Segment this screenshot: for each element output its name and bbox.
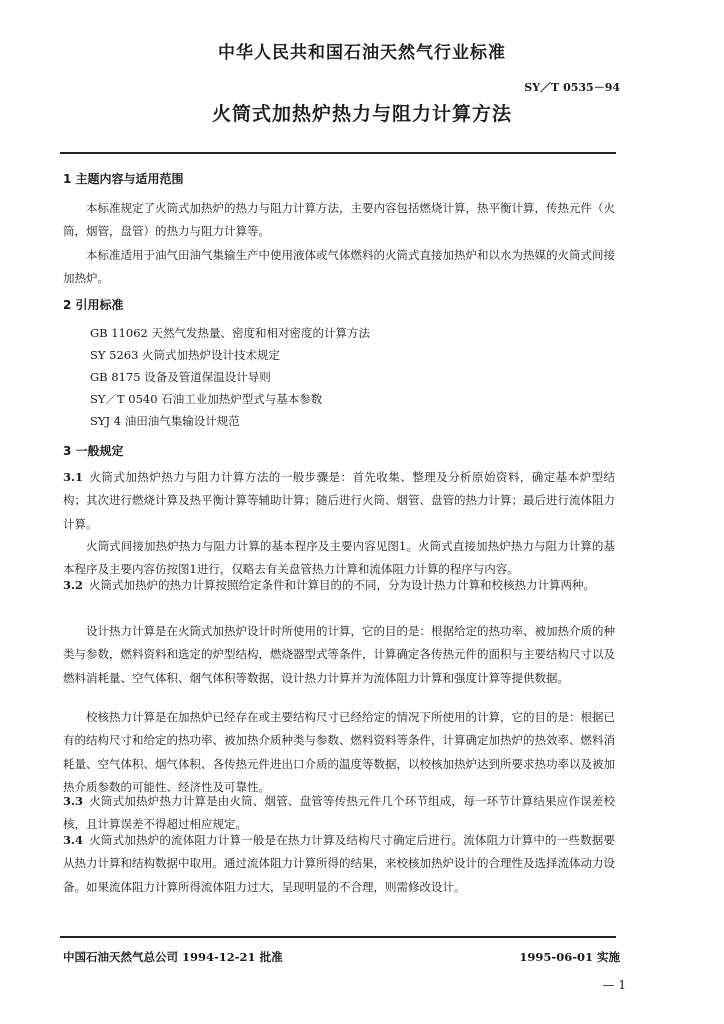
reference-item: SY／T 0540 石油工业加热炉型式与基本参数 <box>90 392 323 406</box>
clause-3-2-text: 火筒式加热炉的热力计算按照给定条件和计算目的的不同，分为设计热力计算和校核热力计算两种。 <box>89 578 596 592</box>
clause-3-2-paragraph-3: 校核热力计算是在加热炉已经存在或主要结构尺寸已经给定的情况下所使用的计算，它的目的是：根据已有的结构尺寸和给定的热功率、被加热介质种类与参数、燃料资料等条件，计算确定加热炉的热效率、燃料消耗量、空气体积、烟气体积、各传热元件进出口介质的温度等数据，以校核加热炉达到所要求热功率以及被加热介质参数的可能性、经济性及可靠性。 <box>63 710 615 795</box>
clause-3-4-text: 火筒式加热炉的流体阻力计算一般是在热力计算及结构尺寸确定后进行。流体阻力计算中的一些数据要从热力计算和结构数据中取用。通过流体阻力计算所得的结果，来校核加热炉设计的合理性及选择流体动力设备。如果流体阻力计算所得流体阻力过大，呈现明显的不合理，则需修改设计。 <box>63 833 615 894</box>
section-1-heading: 1 主题内容与适用范围 <box>63 172 184 186</box>
clause-number: 3.2 <box>63 578 84 592</box>
section-1-paragraph-1: 本标准规定了火筒式加热炉的热力与阻力计算方法，主要内容包括燃烧计算，热平衡计算，传热元件（火筒，烟管，盘管）的热力与阻力计算等。 <box>63 201 615 239</box>
approval-info: 中国石油天然气总公司 1994-12-21 批准 <box>63 950 283 964</box>
section-2-heading: 2 引用标准 <box>63 298 124 312</box>
clause-number: 3.4 <box>63 833 84 847</box>
clause-3-4 <box>63 829 615 899</box>
footer-divider <box>60 936 616 938</box>
clause-3-2 <box>63 574 615 597</box>
section-3-heading: 3 一般规定 <box>63 444 124 458</box>
header-divider <box>60 152 616 154</box>
effective-date: 1995-06-01 实施 <box>519 950 620 964</box>
clause-3-1-paragraph-2: 火筒式间接加热炉热力与阻力计算的基本程序及主要内容见图1。火筒式直接加热炉热力与阻力计算的基本程序及主要内容仿按图1进行，仅略去有关盘管热力计算和流体阻力计算的程序与内容。 <box>63 539 615 577</box>
page-number: — 1 <box>602 978 626 992</box>
clause-3-3-text: 火筒式加热炉热力计算是由火筒、烟管、盘管等传热元件几个环节组成，每一环节计算结果应作误差校核，且计算误差不得超过相应规定。 <box>63 794 615 832</box>
clause-3-1-text: 火筒式加热炉热力与阻力计算方法的一般步骤是：首先收集、整理及分析原始资料，确定基本炉型结构；其次进行燃烧计算及热平衡计算等辅助计算；随后进行火筒、烟管、盘管的热力计算；最后进行流体阻力计算。 <box>63 470 615 531</box>
clause-3-1 <box>63 466 615 536</box>
standard-category: 中华人民共和国石油天然气行业标准 <box>218 43 506 63</box>
reference-item: SYJ 4 油田油气集输设计规范 <box>90 414 240 428</box>
document-title: 火筒式加热炉热力与阻力计算方法 <box>211 103 512 125</box>
reference-item: GB 11062 天然气发热量、密度和相对密度的计算方法 <box>90 326 371 340</box>
clause-number: 3.3 <box>63 794 84 808</box>
clause-number: 3.1 <box>63 470 84 484</box>
section-1-paragraph-2: 本标准适用于油气田油气集输生产中使用液体或气体燃料的火筒式直接加热炉和以水为热媒的火筒式间接加热炉。 <box>63 248 615 286</box>
clause-3-2-paragraph-2: 设计热力计算是在火筒式加热炉设计时所使用的计算，它的目的是：根据给定的热功率、被加热介质的种类与参数，燃料资料和选定的炉型结构，燃烧器型式等条件，计算确定各传热元件的面积与主要结构尺寸以及燃料消耗量、空气体积、烟气体积等数据，设计热力计算并为流体阻力计算和强度计算等提供数据。 <box>63 624 615 685</box>
reference-item: SY 5263 火筒式加热炉设计技术规定 <box>90 348 281 362</box>
standard-code: SY／T 0535－94 <box>524 81 620 94</box>
reference-item: GB 8175 设备及管道保温设计导则 <box>90 370 271 384</box>
